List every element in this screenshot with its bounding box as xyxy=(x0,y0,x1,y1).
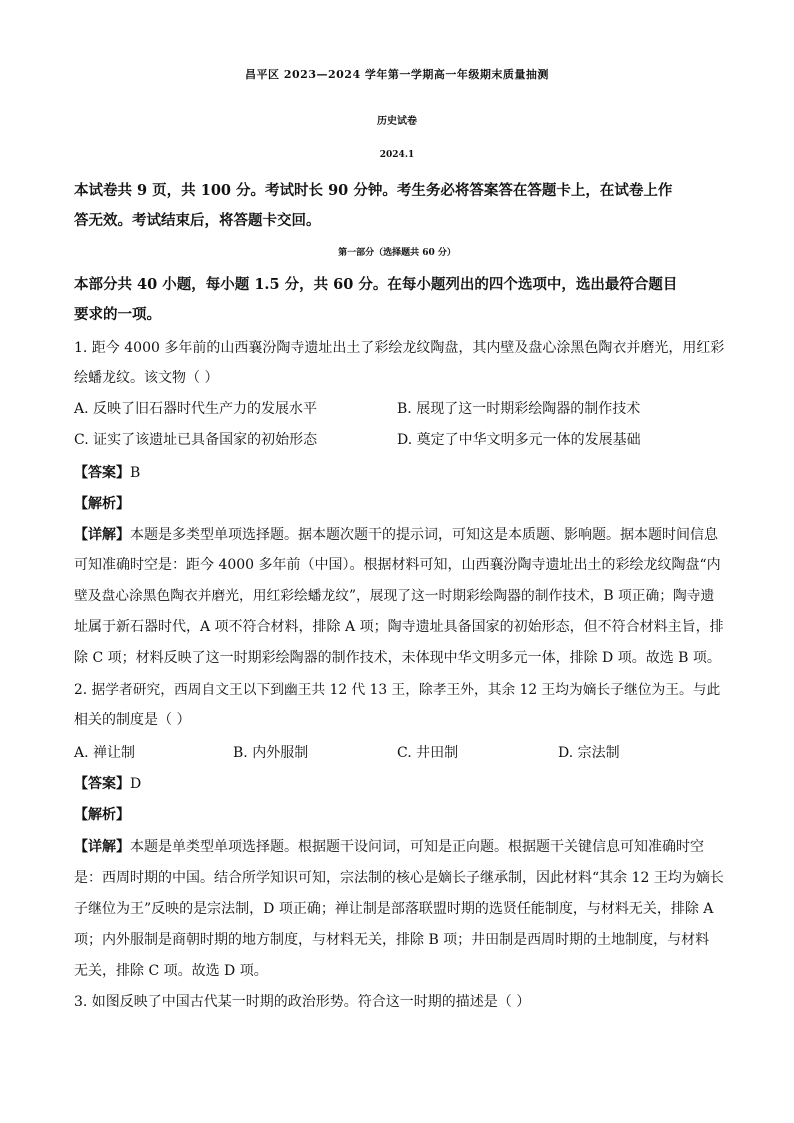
q1-analysis-tag: 【解析】 xyxy=(74,496,130,512)
q2-option-d: D. 宗法制 xyxy=(558,745,620,761)
subject-title: 历史试卷 xyxy=(377,116,417,127)
q1-option-b: B. 展现了这一时期彩绘陶器的制作技术 xyxy=(397,401,641,417)
q2-stem-line-2: 相关的制度是（ ） xyxy=(74,712,191,728)
q2-detail-line-3: 子继位为王”反映的是宗法制，D 项正确；禅让制是部落联盟时期的选贤任能制度，与材料无关，排除 A xyxy=(74,901,714,917)
q1-option-c: C. 证实了该遗址已具备国家的初始形态 xyxy=(74,432,318,448)
q2-stem-line-1: 2. 据学者研究，西周自文王以下到幽王共 12 代 13 王，除孝王外，其余 12 王均为嫡长子继位为王。与此 xyxy=(74,682,721,698)
q2-detail-tag: 【详解】 xyxy=(74,839,130,855)
instructions-line-2: 答无效。考试结束后，将答题卡交回。 xyxy=(74,212,321,229)
q1-detail-line-3: 壁及盘心涂黑色陶衣并磨光，用红彩绘蟠龙纹”，展现了这一时期彩绘陶器的制作技术，B 项正确；陶寺遗 xyxy=(74,588,715,604)
q2-answer-tag: 【答案】 xyxy=(74,776,130,792)
q2-answer xyxy=(74,774,724,794)
q1-stem-line-1: 1. 距今 4000 多年前的山西襄汾陶寺遗址出土了彩绘龙纹陶盘，其内壁及盘心涂黑色陶衣并磨光，用红彩 xyxy=(74,340,725,356)
q1-detail-line-2: 可知准确时空是：距今 4000 多年前（中国）。根据材料可知，山西襄汾陶寺遗址出土的彩绘龙纹陶盘“内 xyxy=(74,557,721,573)
q1-answer xyxy=(74,463,724,483)
q2-option-a: A. 禅让制 xyxy=(74,745,136,761)
q2-option-b: B. 内外服制 xyxy=(233,745,309,761)
q1-answer-value: B xyxy=(130,465,141,481)
q1-detail-line-4: 址属于新石器时代，A 项不符合材料，排除 A 项；陶寺遗址具备国家的初始形态，但不符合材料主旨，排 xyxy=(74,619,724,635)
q1-answer-tag: 【答案】 xyxy=(74,465,130,481)
instructions-line-1: 本试卷共 9 页，共 100 分。考试时长 90 分钟。考生务必将答案答在答题卡上，在试卷上作 xyxy=(74,182,673,199)
q1-detail-tag: 【详解】 xyxy=(74,527,130,543)
q2-detail-line-5: 无关，排除 C 项。故选 D 项。 xyxy=(74,963,268,979)
q2-detail-line-4: 项；内外服制是商朝时期的地方制度，与材料无关，排除 B 项；井田制是西周时期的土地制度，与材料 xyxy=(74,932,710,948)
exam-title: 昌平区 2023—2024 学年第一学期高一年级期末质量抽测 xyxy=(245,68,549,81)
part1-desc-line-1: 本部分共 40 小题，每小题 1.5 分，共 60 分。在每小题列出的四个选项中，选出最符合题目 xyxy=(74,276,678,293)
q1-stem-line-2: 绘蟠龙纹。该文物（ ） xyxy=(74,370,219,386)
q2-detail-line-2: 是：西周时期的中国。结合所学知识可知，宗法制的核心是嫡长子继承制，因此材料“其余 12 王均为嫡长 xyxy=(74,870,724,886)
q2-answer-value: D xyxy=(130,776,142,792)
q2-option-c: C. 井田制 xyxy=(397,745,459,761)
q1-option-a: A. 反映了旧石器时代生产力的发展水平 xyxy=(74,401,318,417)
exam-date: 2024.1 xyxy=(379,150,415,160)
part1-heading: 第一部分（选择题共 60 分） xyxy=(338,248,456,258)
part1-desc-line-2: 要求的一项。 xyxy=(74,306,161,323)
q1-detail-line-1: 【详解】本题是多类型单项选择题。据本题次题干的提示词，可知这是本质题、影响题。据本题时间信息 xyxy=(74,527,718,543)
q2-detail-line-1: 【详解】本题是单类型单项选择题。根据题干设问词，可知是正向题。根据题干关键信息可知准确时空 xyxy=(74,839,704,855)
q1-detail-line-5: 除 C 项；材料反映了这一时期彩绘陶器的制作技术，未体现中华文明多元一体，排除 D 项。故选 B 项。 xyxy=(74,650,721,666)
q1-option-d: D. 奠定了中华文明多元一体的发展基础 xyxy=(397,432,641,448)
q2-analysis-tag: 【解析】 xyxy=(74,807,130,823)
q3-stem-line-1: 3. 如图反映了中国古代某一时期的政治形势。符合这一时期的描述是（ ） xyxy=(74,994,531,1010)
